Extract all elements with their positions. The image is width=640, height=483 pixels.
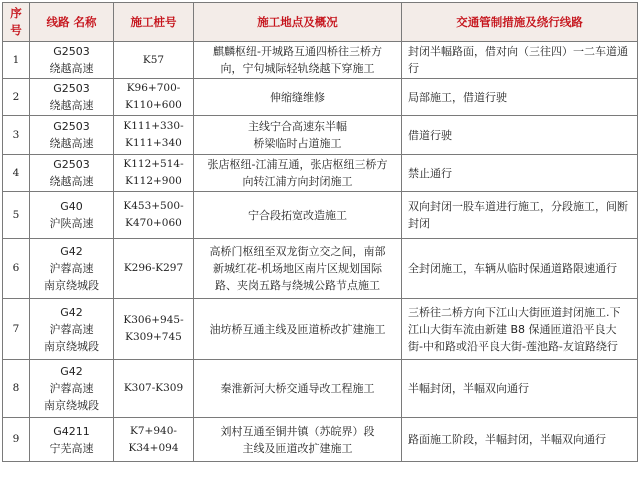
cell-seq: 3 <box>3 116 30 155</box>
table-row <box>3 299 638 360</box>
cell-stake: K112+514- K112+900 <box>114 155 194 192</box>
cell-location: 伸缩缝维修 <box>194 79 402 116</box>
header-traffic-measures: 交通管制措施及绕行线路 <box>402 3 638 42</box>
cell-traffic: 局部施工，借道行驶 <box>402 79 638 116</box>
table-row <box>3 239 638 299</box>
cell-stake: K96+700- K110+600 <box>114 79 194 116</box>
cell-location: 高桥门枢纽至双龙街立交之间，南部 新城红花-机场地区南片区规划国际 路、夹岗五路与绕城公路节点施工 <box>194 239 402 299</box>
cell-seq: 5 <box>3 192 30 239</box>
cell-location: 秦淮新河大桥交通导改工程施工 <box>194 360 402 418</box>
cell-traffic: 路面施工阶段，半幅封闭，半幅双向通行 <box>402 418 638 462</box>
cell-stake: K453+500- K470+060 <box>114 192 194 239</box>
cell-stake: K7+940- K34+094 <box>114 418 194 462</box>
cell-road: G2503 绕越高速 <box>30 79 114 116</box>
cell-seq: 9 <box>3 418 30 462</box>
cell-seq: 1 <box>3 42 30 79</box>
header-location: 施工地点及概况 <box>194 3 402 42</box>
cell-road: G4211 宁芜高速 <box>30 418 114 462</box>
cell-road: G42 沪蓉高速 南京绕城段 <box>30 239 114 299</box>
header-road-name: 线路 名称 <box>30 3 114 42</box>
table-row <box>3 418 638 462</box>
table-row <box>3 360 638 418</box>
cell-stake: K306+945- K309+745 <box>114 299 194 360</box>
cell-traffic: 封闭半幅路面，借对向（三往四）一二车道通 行 <box>402 42 638 79</box>
cell-road: G2503 绕越高速 <box>30 155 114 192</box>
traffic-control-table <box>2 2 638 462</box>
cell-location: 宁合段拓宽改造施工 <box>194 192 402 239</box>
table-row <box>3 192 638 239</box>
table-row <box>3 116 638 155</box>
cell-road: G40 沪陕高速 <box>30 192 114 239</box>
table-header <box>3 3 638 42</box>
header-row <box>3 3 638 42</box>
cell-location: 主线宁合高速东半幅 桥梁临时占道施工 <box>194 116 402 155</box>
cell-traffic: 双向封闭一股车道进行施工，分段施工，间断 封闭 <box>402 192 638 239</box>
cell-seq: 6 <box>3 239 30 299</box>
cell-seq: 8 <box>3 360 30 418</box>
cell-traffic: 全封闭施工，车辆从临时保通道路限速通行 <box>402 239 638 299</box>
cell-road: G2503 绕越高速 <box>30 116 114 155</box>
cell-location: 张店枢纽-江浦互通，张店枢纽三桥方 向转江浦方向封闭施工 <box>194 155 402 192</box>
cell-location: 刘村互通至铜井镇（苏皖界）段 主线及匝道改扩建施工 <box>194 418 402 462</box>
cell-road: G42 沪蓉高速 南京绕城段 <box>30 360 114 418</box>
cell-road: G42 沪蓉高速 南京绕城段 <box>30 299 114 360</box>
cell-stake: K296-K297 <box>114 239 194 299</box>
cell-seq: 7 <box>3 299 30 360</box>
cell-stake: K57 <box>114 42 194 79</box>
header-seq: 序 号 <box>3 3 30 42</box>
cell-seq: 4 <box>3 155 30 192</box>
table-row <box>3 79 638 116</box>
cell-road: G2503 绕越高速 <box>30 42 114 79</box>
cell-location: 麒麟枢纽-开城路互通四桥往三桥方 向，宁句城际轻轨绕越下穿施工 <box>194 42 402 79</box>
cell-seq: 2 <box>3 79 30 116</box>
table-body <box>3 42 638 462</box>
cell-stake: K307-K309 <box>114 360 194 418</box>
header-stake: 施工桩号 <box>114 3 194 42</box>
cell-traffic: 三桥往二桥方向下江山大街匝道封闭施工.下 江山大街车流由新建 B8 保通匝道沿平良大 街-中和路或沿平良大街-莲池路-友谊路绕行 <box>402 299 638 360</box>
cell-location: 油坊桥互通主线及匝道桥改扩建施工 <box>194 299 402 360</box>
table-row <box>3 42 638 79</box>
traffic-control-table-container <box>2 2 637 462</box>
cell-traffic: 半幅封闭，半幅双向通行 <box>402 360 638 418</box>
cell-stake: K111+330- K111+340 <box>114 116 194 155</box>
cell-traffic: 借道行驶 <box>402 116 638 155</box>
table-row <box>3 155 638 192</box>
cell-traffic: 禁止通行 <box>402 155 638 192</box>
